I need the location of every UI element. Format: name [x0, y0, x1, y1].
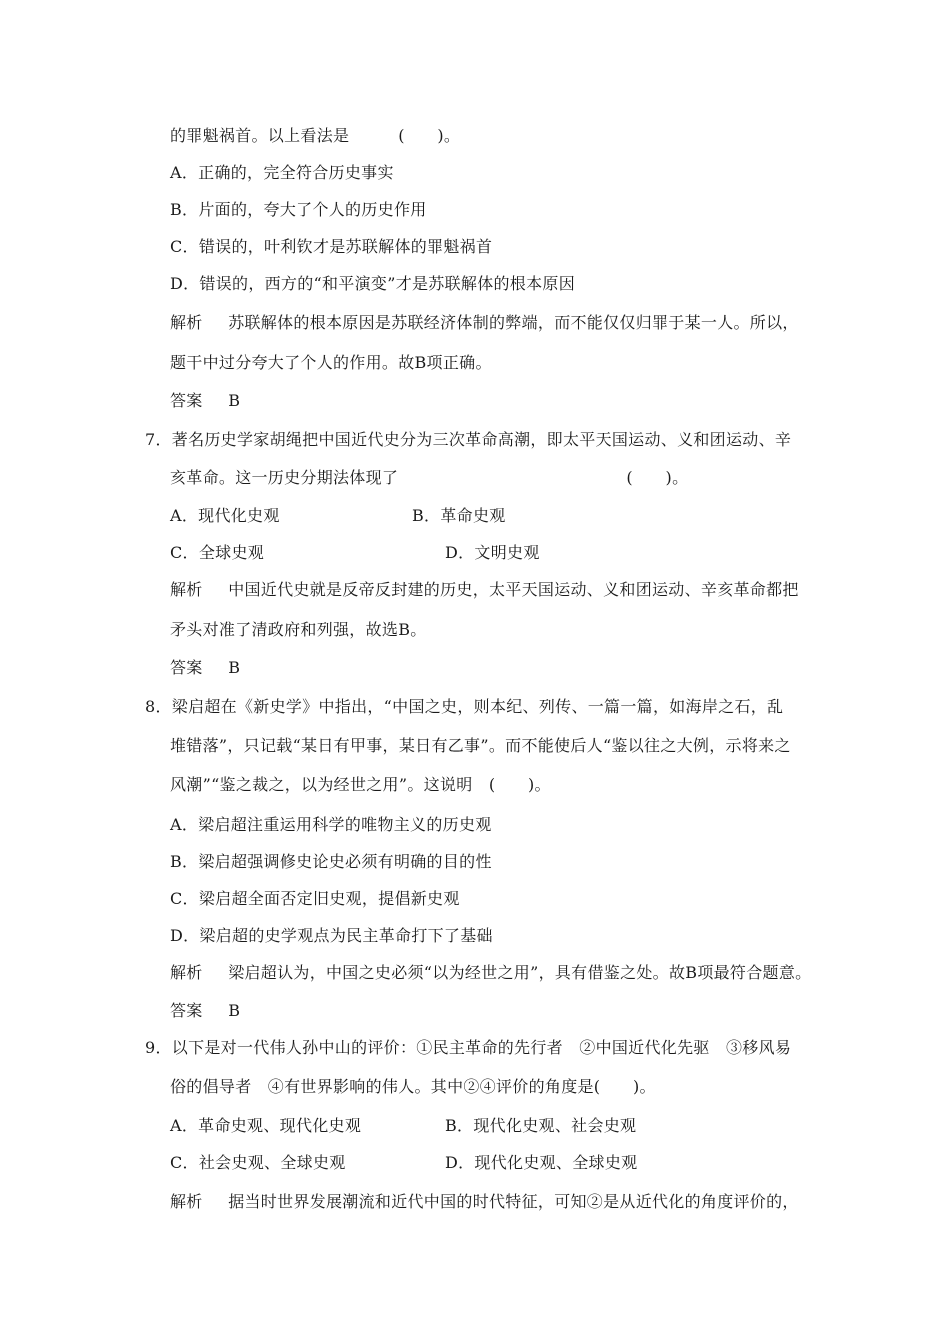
analysis-text: 梁启超认为，中国之史必须“以为经世之用”，具有借鉴之处。故B项最符合题意。 [228, 963, 812, 982]
q7-stem-line-2: 亥革命。这一历史分期法体现了 ( )。 [170, 468, 689, 487]
q7-stem-line-1: 7．著名历史学家胡绳把中国近代史分为三次革命高潮，即太平天国运动、义和团运动、辛 [145, 430, 792, 449]
q8-option-a: A．梁启超注重运用科学的唯物主义的历史观 [170, 815, 492, 834]
analysis-label: 解析 [170, 580, 203, 599]
q9-option-d: D．现代化史观、全球史观 [445, 1153, 638, 1172]
q8-stem-line-1: 8．梁启超在《新史学》中指出，“中国之史，则本纪、列传、一篇一篇，如海岸之石，乱 [145, 697, 784, 716]
analysis-label: 解析 [170, 1192, 203, 1211]
answer-label: 答案 [170, 391, 203, 410]
q9-analysis [170, 1192, 799, 1212]
q9-stem-line-1: 9．以下是对一代伟人孙中山的评价：①民主革命的先行者 ②中国近代化先驱 ③移风易 [145, 1038, 792, 1057]
q9-option-a: A．革命史观、现代化史观 [170, 1116, 362, 1135]
q7-analysis-cont: 矛头对准了清政府和列强，故选B。 [170, 620, 427, 639]
q7-option-c: C．全球史观 [170, 543, 265, 562]
q6-option-c: C．错误的，叶利钦才是苏联解体的罪魁祸首 [170, 237, 493, 256]
answer-value: B [228, 658, 241, 677]
q9-stem-line-2: 俗的倡导者 ④有世界影响的伟人。其中②④评价的角度是( )。 [170, 1077, 656, 1096]
q8-stem-line-3: 风潮”“鉴之裁之，以为经世之用”。这说明 ( )。 [170, 775, 551, 794]
answer-label: 答案 [170, 658, 203, 677]
analysis-text: 据当时世界发展潮流和近代中国的时代特征，可知②是从近代化的角度评价的， [228, 1192, 799, 1211]
analysis-label: 解析 [170, 313, 203, 332]
q7-answer [170, 658, 240, 678]
q6-option-a: A．正确的，完全符合历史事实 [170, 163, 394, 182]
answer-value: B [228, 1001, 241, 1020]
q6-answer [170, 391, 240, 411]
answer-value: B [228, 391, 241, 410]
q9-option-c: C．社会史观、全球史观 [170, 1153, 346, 1172]
analysis-text: 苏联解体的根本原因是苏联经济体制的弊端，而不能仅仅归罪于某一人。所以， [228, 313, 799, 332]
q6-analysis [170, 313, 799, 333]
q8-analysis [170, 963, 811, 983]
q7-analysis [170, 580, 799, 600]
q6-option-d: D．错误的，西方的“和平演变”才是苏联解体的根本原因 [170, 274, 575, 293]
q7-option-d: D．文明史观 [445, 543, 540, 562]
q7-option-b: B．革命史观 [412, 506, 506, 525]
q6-analysis-cont: 题干中过分夸大了个人的作用。故B项正确。 [170, 353, 492, 372]
q8-option-c: C．梁启超全面否定旧史观，提倡新史观 [170, 889, 460, 908]
q9-option-b: B．现代化史观、社会史观 [445, 1116, 637, 1135]
q8-answer [170, 1001, 240, 1021]
analysis-label: 解析 [170, 963, 203, 982]
q7-option-a: A．现代化史观 [170, 506, 280, 525]
q6-option-b: B．片面的，夸大了个人的历史作用 [170, 200, 427, 219]
q6-stem-continuation: 的罪魁祸首。以上看法是 ( )。 [170, 126, 461, 145]
q8-stem-line-2: 堆错落”，只记载“某日有甲事，某日有乙事”。而不能使后人“鉴以往之大例，示将来之 [170, 736, 791, 755]
analysis-text: 中国近代史就是反帝反封建的历史，太平天国运动、义和团运动、辛亥革命都把 [228, 580, 799, 599]
answer-label: 答案 [170, 1001, 203, 1020]
q8-option-d: D．梁启超的史学观点为民主革命打下了基础 [170, 926, 493, 945]
q8-option-b: B．梁启超强调修史论史必须有明确的目的性 [170, 852, 492, 871]
